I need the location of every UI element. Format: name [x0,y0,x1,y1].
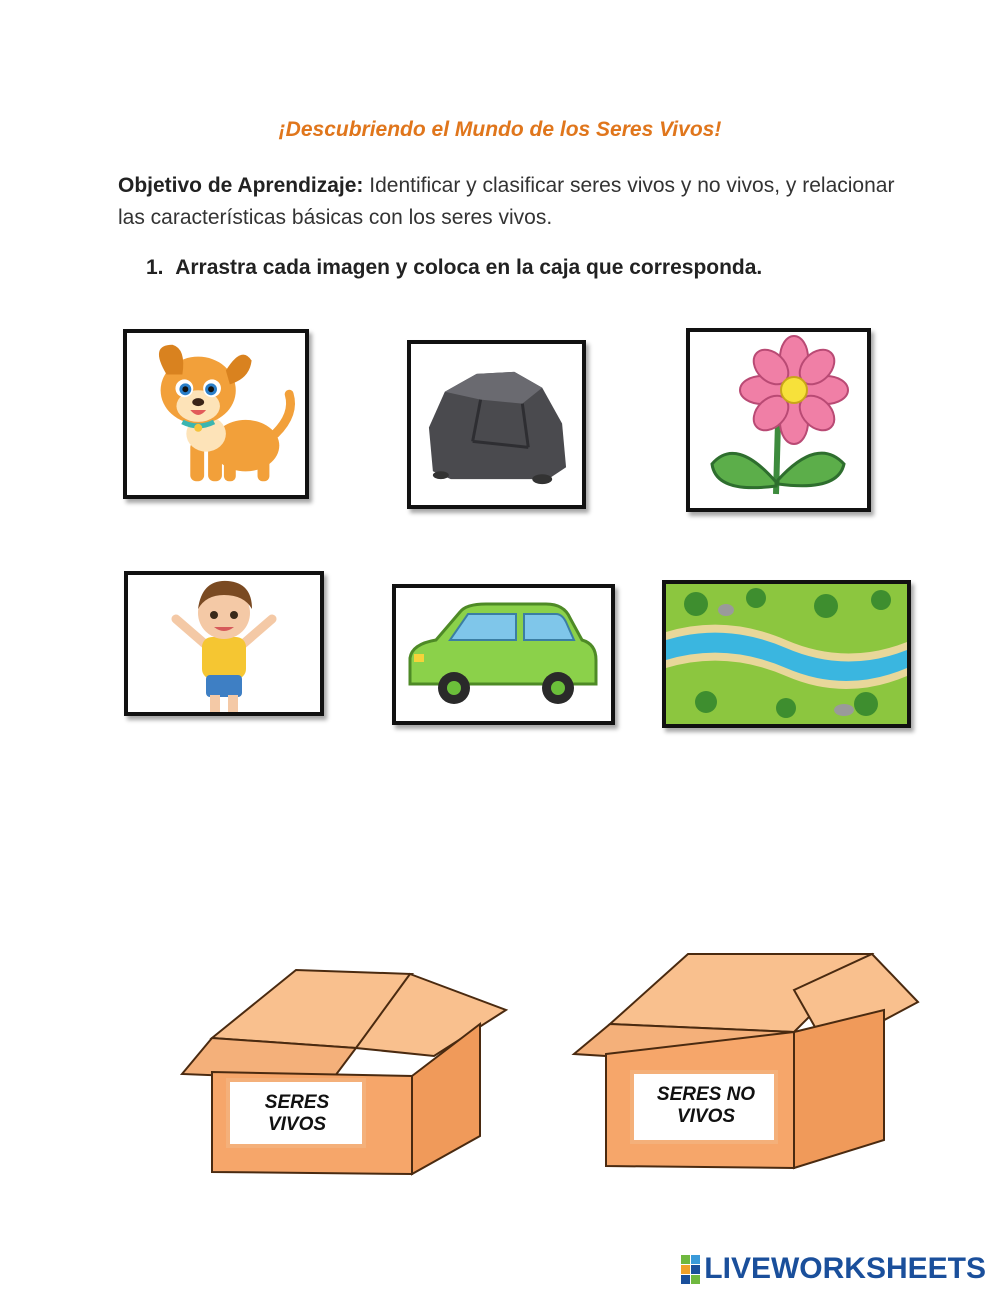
draggable-card-boy[interactable] [124,571,324,716]
draggable-card-rock[interactable] [407,340,586,509]
flower-icon [690,332,867,508]
box-label-nonliving: SERES NO VIVOS [656,1084,756,1127]
learning-objective [118,170,898,234]
draggable-card-car[interactable] [392,584,615,725]
liveworksheets-logo [681,1252,986,1286]
box-label-living: SERES VIVOS [264,1092,330,1135]
objective-text: Identificar y clasificar seres vivos y no vivos, y relacionar las características básicas con los seres vivos. [118,174,895,229]
logo-icon [681,1255,700,1284]
brand-name: LIVEWORKSHEETS [704,1252,986,1285]
box-icon [570,950,924,1172]
instruction-text: Arrastra cada imagen y coloca en la caja que corresponda. [175,256,763,279]
car-icon [396,588,611,721]
instruction-number: 1. [146,256,164,279]
boy-icon [128,575,320,712]
draggable-card-flower[interactable] [686,328,871,512]
box-icon [176,966,516,1182]
river-icon [666,584,907,724]
dog-icon [127,333,305,495]
page-title: ¡Descubriendo el Mundo de los Seres Vivos! [278,118,722,141]
draggable-card-dog[interactable] [123,329,309,499]
instruction [146,256,762,280]
drop-box-nonliving[interactable] [570,950,924,1172]
draggable-card-river[interactable] [662,580,911,728]
drop-box-living[interactable] [176,966,516,1182]
rock-icon [411,344,582,505]
objective-label: Objetivo de Aprendizaje: [118,174,364,197]
